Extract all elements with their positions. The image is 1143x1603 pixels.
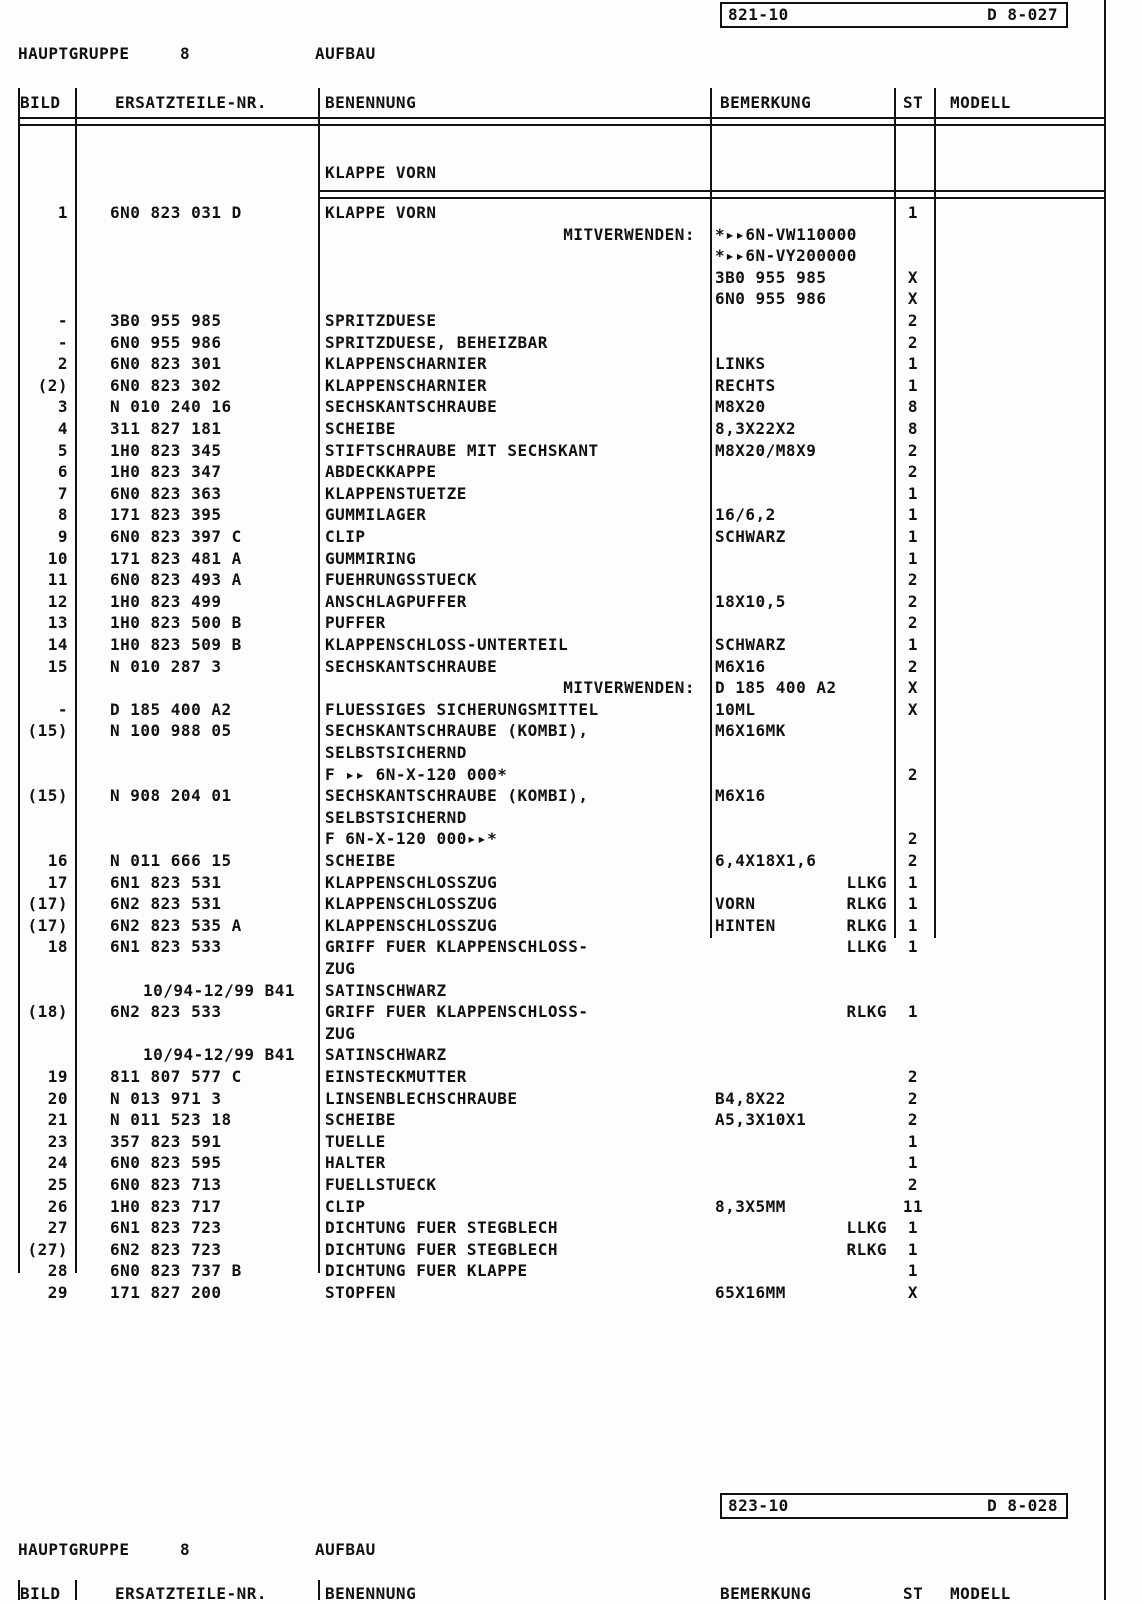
row-bemerkung: 6N0 955 986 — [715, 289, 827, 309]
row-part-number: 1H0 823 509 B — [110, 635, 242, 654]
ref-right-2: D 8-028 — [987, 1496, 1058, 1515]
row-date-range: 10/94-12/99 B41 — [143, 980, 295, 1000]
table-row — [0, 203, 1143, 225]
row-benennung: CLIP — [325, 1196, 366, 1216]
row-bemerkung: VORN — [715, 894, 756, 914]
row-bild: 15 — [47, 656, 68, 676]
row-benennung: SCHEIBE — [325, 851, 396, 870]
row-benennung: HALTER — [325, 1153, 386, 1173]
row-stueck: 2 — [907, 1175, 919, 1194]
row-benennung: SPRITZDUESE — [325, 311, 437, 330]
row-part-number: 811 807 577 C — [110, 1067, 242, 1086]
row-date-range: 10/94-12/99 B41 — [143, 1045, 295, 1065]
row-stueck: 2 — [907, 656, 919, 676]
row-stueck: 1 — [907, 354, 919, 374]
row-mitverwenden: MITVERWENDEN: — [563, 224, 695, 244]
row-bild: 7 — [57, 483, 68, 503]
row-bemerkung-variant: RLKG — [846, 894, 887, 914]
row-stueck: 1 — [907, 1218, 919, 1238]
row-bemerkung: A5,3X10X1 — [715, 1110, 807, 1130]
row-benennung: SPRITZDUESE, BEHEIZBAR — [325, 332, 548, 352]
row-bemerkung: M8X20 — [715, 397, 766, 417]
table-row — [0, 873, 1143, 895]
row-stueck: 2 — [907, 829, 919, 849]
table-row — [0, 894, 1143, 916]
row-bemerkung: RECHTS — [715, 375, 776, 395]
row-bild: 9 — [57, 527, 68, 546]
row-part-number: N 100 988 05 — [110, 721, 232, 741]
row-benennung: ABDECKKAPPE — [325, 462, 437, 482]
table-row — [0, 1132, 1143, 1154]
row-stueck: 2 — [907, 311, 919, 330]
row-benennung: DICHTUNG FUER STEGBLECH — [325, 1239, 559, 1259]
ref-left: 821-10 — [728, 5, 789, 24]
row-bild: 4 — [57, 419, 68, 438]
table-row — [0, 959, 1143, 981]
row-bemerkung: M8X20/M8X9 — [715, 440, 817, 460]
header-modell: MODELL — [950, 93, 1011, 112]
table-row — [0, 1067, 1143, 1089]
row-bild: 20 — [47, 1088, 68, 1108]
table-row — [0, 1197, 1143, 1219]
table-row — [0, 1002, 1143, 1024]
row-bemerkung: 8,3X5MM — [715, 1196, 786, 1216]
row-benennung: FLUESSIGES SICHERUNGSMITTEL — [325, 699, 599, 719]
row-part-number: 6N0 955 986 — [110, 332, 222, 352]
row-bild: (15) — [27, 786, 68, 806]
table-row — [0, 1175, 1143, 1197]
row-part-number: N 013 971 3 — [110, 1088, 222, 1108]
row-bild: 29 — [47, 1283, 68, 1302]
row-stueck: 1 — [907, 1261, 919, 1281]
table-row — [0, 937, 1143, 959]
header2-modell: MODELL — [950, 1584, 1011, 1603]
table-row — [0, 981, 1143, 1003]
header-nr: ERSATZTEILE-NR. — [115, 93, 267, 112]
table-row — [0, 678, 1143, 700]
row-bemerkung: D 185 400 A2 — [715, 678, 837, 698]
row-benennung: ANSCHLAGPUFFER — [325, 591, 467, 611]
table-row — [0, 1283, 1143, 1305]
header-bem: BEMERKUNG — [720, 93, 812, 112]
table-row — [0, 1089, 1143, 1111]
row-bemerkung-variant: RLKG — [846, 1239, 887, 1259]
header-bild: BILD — [20, 93, 61, 112]
row-bild: 1 — [57, 203, 68, 222]
table-row — [0, 1045, 1143, 1067]
row-part-number: 6N0 823 302 — [110, 375, 222, 395]
row-benennung: ZUG — [325, 959, 356, 978]
row-part-number: N 908 204 01 — [110, 786, 232, 806]
row-stueck: 2 — [907, 462, 919, 482]
row-part-number: 6N2 823 535 A — [110, 915, 242, 935]
hauptgruppe-num: 8 — [180, 44, 191, 63]
row-benennung: KLAPPENSCHARNIER — [325, 354, 488, 374]
row-benennung: ZUG — [325, 1023, 356, 1043]
table-row — [0, 462, 1143, 484]
row-bemerkung: M6X16 — [715, 786, 766, 806]
row-part-number: N 011 523 18 — [110, 1110, 232, 1130]
row-benennung: SCHEIBE — [325, 1110, 396, 1130]
row-benennung: STIFTSCHRAUBE MIT SECHSKANT — [325, 440, 599, 460]
row-part-number: 171 823 395 — [110, 505, 222, 525]
row-bild: (17) — [27, 894, 68, 914]
row-part-number: 6N2 823 533 — [110, 1002, 222, 1022]
col2-line-bild — [75, 1580, 77, 1600]
row-bild: 17 — [47, 872, 68, 892]
row-benennung: SECHSKANTSCHRAUBE — [325, 397, 498, 417]
row-part-number: D 185 400 A2 — [110, 699, 232, 719]
row-stueck: 2 — [907, 764, 919, 784]
row-bemerkung: 18X10,5 — [715, 591, 786, 611]
row-part-number: 6N0 823 363 — [110, 483, 222, 503]
table-row — [0, 657, 1143, 679]
row-bild: - — [57, 332, 68, 352]
header2-nr: ERSATZTEILE-NR. — [115, 1584, 267, 1603]
row-bild: (17) — [27, 915, 68, 935]
row-stueck: 1 — [907, 937, 919, 957]
row-bild: 21 — [47, 1110, 68, 1130]
row-bild: 13 — [47, 613, 68, 633]
row-part-number: 311 827 181 — [110, 419, 222, 438]
ref-box-page1 — [720, 2, 1068, 28]
row-bild: 23 — [47, 1131, 68, 1151]
row-bemerkung: M6X16MK — [715, 721, 786, 741]
row-bemerkung: 65X16MM — [715, 1283, 786, 1302]
table-row — [0, 786, 1143, 808]
row-stueck: X — [907, 1283, 919, 1302]
table-row — [0, 743, 1143, 765]
row-bild: (18) — [27, 1002, 68, 1022]
row-part-number: 6N0 823 737 B — [110, 1261, 242, 1281]
table-row — [0, 333, 1143, 355]
row-bemerkung: LINKS — [715, 354, 766, 374]
row-stueck: 1 — [907, 1239, 919, 1259]
table-row — [0, 289, 1143, 311]
row-bild: - — [57, 311, 68, 330]
row-benennung: GRIFF FUER KLAPPENSCHLOSS- — [325, 937, 589, 957]
row-part-number: 6N0 823 301 — [110, 354, 222, 374]
row-bild: 11 — [47, 570, 68, 590]
table-row — [0, 851, 1143, 873]
row-benennung: DICHTUNG FUER STEGBLECH — [325, 1218, 559, 1238]
row-bemerkung: 8,3X22X2 — [715, 419, 797, 438]
row-bild: 19 — [47, 1067, 68, 1086]
row-bemerkung-variant: LLKG — [846, 937, 887, 957]
row-mitverwenden: MITVERWENDEN: — [563, 678, 695, 698]
row-bild: 28 — [47, 1261, 68, 1281]
row-bemerkung-variant: LLKG — [846, 872, 887, 892]
row-benennung: SATINSCHWARZ — [325, 1045, 447, 1065]
row-benennung: STOPFEN — [325, 1283, 396, 1302]
row-part-number: 171 827 200 — [110, 1283, 222, 1302]
row-stueck: 1 — [907, 505, 919, 525]
row-bemerkung: 3B0 955 985 — [715, 267, 827, 287]
row-stueck: 1 — [907, 527, 919, 546]
row-stueck: 1 — [907, 894, 919, 914]
row-stueck: 2 — [907, 1067, 919, 1086]
col2-line-left — [18, 1580, 20, 1600]
row-stueck: 1 — [907, 1153, 919, 1173]
table-row — [0, 354, 1143, 376]
table-row — [0, 808, 1143, 830]
row-benennung: SECHSKANTSCHRAUBE (KOMBI), — [325, 786, 589, 806]
row-stueck: 2 — [907, 570, 919, 590]
hauptgruppe-label: HAUPTGRUPPE — [18, 44, 130, 63]
hauptgruppe-num-2: 8 — [180, 1540, 191, 1559]
row-bemerkung: SCHWARZ — [715, 635, 786, 654]
row-bild: (15) — [27, 721, 68, 741]
row-bild: 12 — [47, 591, 68, 611]
row-part-number: 171 823 481 A — [110, 548, 242, 568]
table-row — [0, 268, 1143, 290]
row-stueck: 1 — [907, 483, 919, 503]
header2-st: ST — [903, 1584, 924, 1603]
row-benennung: GUMMILAGER — [325, 505, 427, 525]
row-stueck: 2 — [907, 1110, 919, 1130]
row-part-number: 6N0 823 493 A — [110, 570, 242, 590]
hauptgruppe-label-2: HAUPTGRUPPE — [18, 1540, 130, 1559]
aufbau-title: AUFBAU — [315, 44, 376, 63]
row-part-number: 6N0 823 397 C — [110, 527, 242, 546]
table-row — [0, 419, 1143, 441]
row-stueck: 11 — [902, 1196, 924, 1216]
table-row — [0, 1261, 1143, 1283]
row-bild: 14 — [47, 635, 68, 654]
row-benennung: F 6N-X-120 000▸▸* — [325, 829, 498, 849]
row-part-number: 1H0 823 347 — [110, 462, 222, 482]
row-stueck: 1 — [907, 635, 919, 654]
table-row — [0, 1218, 1143, 1240]
row-benennung: SCHEIBE — [325, 419, 396, 438]
row-stueck: 1 — [907, 203, 919, 222]
row-part-number: 1H0 823 717 — [110, 1196, 222, 1216]
ref-left-2: 823-10 — [728, 1496, 789, 1515]
table-row — [0, 592, 1143, 614]
row-benennung: FUEHRUNGSSTUECK — [325, 570, 477, 590]
table-row — [0, 1153, 1143, 1175]
row-bemerkung: *▸▸6N-VY200000 — [715, 246, 857, 266]
row-bemerkung: B4,8X22 — [715, 1088, 786, 1108]
row-stueck: 2 — [907, 613, 919, 633]
table-row — [0, 484, 1143, 506]
row-bild: 3 — [57, 397, 68, 417]
row-benennung: TUELLE — [325, 1131, 386, 1151]
row-part-number: 6N1 823 723 — [110, 1218, 222, 1238]
row-stueck: 1 — [907, 548, 919, 568]
row-bemerkung: *▸▸6N-VW110000 — [715, 224, 857, 244]
row-part-number: N 010 240 16 — [110, 397, 232, 417]
row-benennung: KLAPPENSCHARNIER — [325, 375, 488, 395]
section-rule — [320, 190, 1104, 199]
row-bemerkung: HINTEN — [715, 915, 776, 935]
row-benennung: SECHSKANTSCHRAUBE — [325, 656, 498, 676]
row-benennung: KLAPPENSCHLOSS-UNTERTEIL — [325, 635, 569, 654]
row-benennung: GRIFF FUER KLAPPENSCHLOSS- — [325, 1002, 589, 1022]
row-benennung: KLAPPENSCHLOSSZUG — [325, 872, 498, 892]
row-stueck: 1 — [907, 872, 919, 892]
row-stueck: 1 — [907, 1002, 919, 1022]
table-row — [0, 225, 1143, 247]
row-part-number: 3B0 955 985 — [110, 311, 222, 330]
row-bild: 8 — [57, 505, 68, 525]
row-part-number: 357 823 591 — [110, 1131, 222, 1151]
row-benennung: SECHSKANTSCHRAUBE (KOMBI), — [325, 721, 589, 741]
header2-bild: BILD — [20, 1584, 61, 1603]
row-benennung: FUELLSTUECK — [325, 1175, 437, 1194]
row-benennung: SELBSTSICHERND — [325, 807, 467, 827]
row-part-number: 1H0 823 500 B — [110, 613, 242, 633]
table-row — [0, 527, 1143, 549]
row-bild: 18 — [47, 937, 68, 957]
table-row — [0, 570, 1143, 592]
row-bemerkung-variant: LLKG — [846, 1218, 887, 1238]
row-bild: 5 — [57, 440, 68, 460]
ref-box-page2 — [720, 1493, 1068, 1519]
table-row — [0, 635, 1143, 657]
row-benennung: KLAPPENSCHLOSSZUG — [325, 894, 498, 914]
row-stueck: 1 — [907, 915, 919, 935]
table-row — [0, 721, 1143, 743]
row-stueck: 8 — [907, 397, 919, 417]
row-bemerkung: 6,4X18X1,6 — [715, 851, 817, 870]
header-rule — [18, 117, 1104, 126]
row-bild: 25 — [47, 1175, 68, 1194]
row-bild: 16 — [47, 851, 68, 870]
row-benennung: LINSENBLECHSCHRAUBE — [325, 1088, 518, 1108]
row-part-number: 6N1 823 533 — [110, 937, 222, 957]
row-bild: 10 — [47, 548, 68, 568]
table-row — [0, 246, 1143, 268]
row-part-number: 1H0 823 345 — [110, 440, 222, 460]
row-bild: (27) — [27, 1239, 68, 1259]
row-benennung: EINSTECKMUTTER — [325, 1067, 467, 1086]
row-benennung: DICHTUNG FUER KLAPPE — [325, 1261, 528, 1281]
header-ben: BENENNUNG — [325, 93, 417, 112]
row-stueck: 2 — [907, 332, 919, 352]
row-bild: 26 — [47, 1196, 68, 1216]
row-bild: (2) — [37, 375, 68, 395]
row-stueck: 2 — [907, 591, 919, 611]
row-benennung: KLAPPENSTUETZE — [325, 483, 467, 503]
table-row — [0, 1240, 1143, 1262]
table-row — [0, 441, 1143, 463]
table-row — [0, 613, 1143, 635]
row-stueck: 8 — [907, 419, 919, 438]
row-stueck: X — [907, 267, 919, 287]
header-st: ST — [903, 93, 924, 112]
row-part-number: 6N0 823 595 — [110, 1153, 222, 1173]
row-part-number: 1H0 823 499 — [110, 591, 222, 611]
row-part-number: 6N2 823 531 — [110, 894, 222, 914]
row-bild: 6 — [57, 462, 68, 482]
table-row — [0, 829, 1143, 851]
row-benennung: KLAPPE VORN — [325, 203, 437, 222]
row-stueck: 2 — [907, 440, 919, 460]
row-bemerkung-variant: RLKG — [846, 915, 887, 935]
row-benennung: PUFFER — [325, 613, 386, 633]
table-row — [0, 376, 1143, 398]
row-part-number: 6N1 823 531 — [110, 872, 222, 892]
row-stueck: X — [907, 289, 919, 309]
table-row — [0, 549, 1143, 571]
row-bemerkung: M6X16 — [715, 656, 766, 676]
row-bild: 2 — [57, 354, 68, 374]
table-row — [0, 311, 1143, 333]
table-row — [0, 765, 1143, 787]
row-bemerkung: 16/6,2 — [715, 505, 776, 525]
table-row — [0, 1024, 1143, 1046]
row-stueck: 2 — [907, 1088, 919, 1108]
col2-line-nr — [318, 1580, 320, 1600]
row-stueck: X — [907, 678, 919, 698]
table-row — [0, 916, 1143, 938]
row-part-number: 6N2 823 723 — [110, 1239, 222, 1259]
row-bemerkung: SCHWARZ — [715, 527, 786, 546]
row-part-number: N 011 666 15 — [110, 851, 232, 870]
ref-right: D 8-027 — [987, 5, 1058, 24]
table-row — [0, 505, 1143, 527]
row-benennung: CLIP — [325, 527, 366, 546]
row-benennung: GUMMIRING — [325, 548, 417, 568]
row-bemerkung-variant: RLKG — [846, 1002, 887, 1022]
header2-ben: BENENNUNG — [325, 1584, 417, 1603]
row-bemerkung: 10ML — [715, 699, 756, 719]
table-row — [0, 397, 1143, 419]
aufbau-title-2: AUFBAU — [315, 1540, 376, 1559]
row-stueck: 2 — [907, 851, 919, 870]
row-bild: 24 — [47, 1153, 68, 1173]
row-benennung: F ▸▸ 6N-X-120 000* — [325, 764, 508, 784]
section-title: KLAPPE VORN — [325, 163, 437, 182]
row-stueck: 1 — [907, 375, 919, 395]
row-bild: - — [57, 699, 68, 719]
row-part-number: N 010 287 3 — [110, 656, 222, 676]
header2-bem: BEMERKUNG — [720, 1584, 812, 1603]
row-part-number: 6N0 823 713 — [110, 1175, 222, 1194]
row-benennung: SATINSCHWARZ — [325, 980, 447, 1000]
row-stueck: X — [907, 699, 919, 719]
row-bild: 27 — [47, 1218, 68, 1238]
table-row — [0, 1110, 1143, 1132]
row-part-number: 6N0 823 031 D — [110, 203, 242, 222]
row-stueck: 1 — [907, 1131, 919, 1151]
table-row — [0, 700, 1143, 722]
row-benennung: SELBSTSICHERND — [325, 743, 467, 762]
row-benennung: KLAPPENSCHLOSSZUG — [325, 915, 498, 935]
